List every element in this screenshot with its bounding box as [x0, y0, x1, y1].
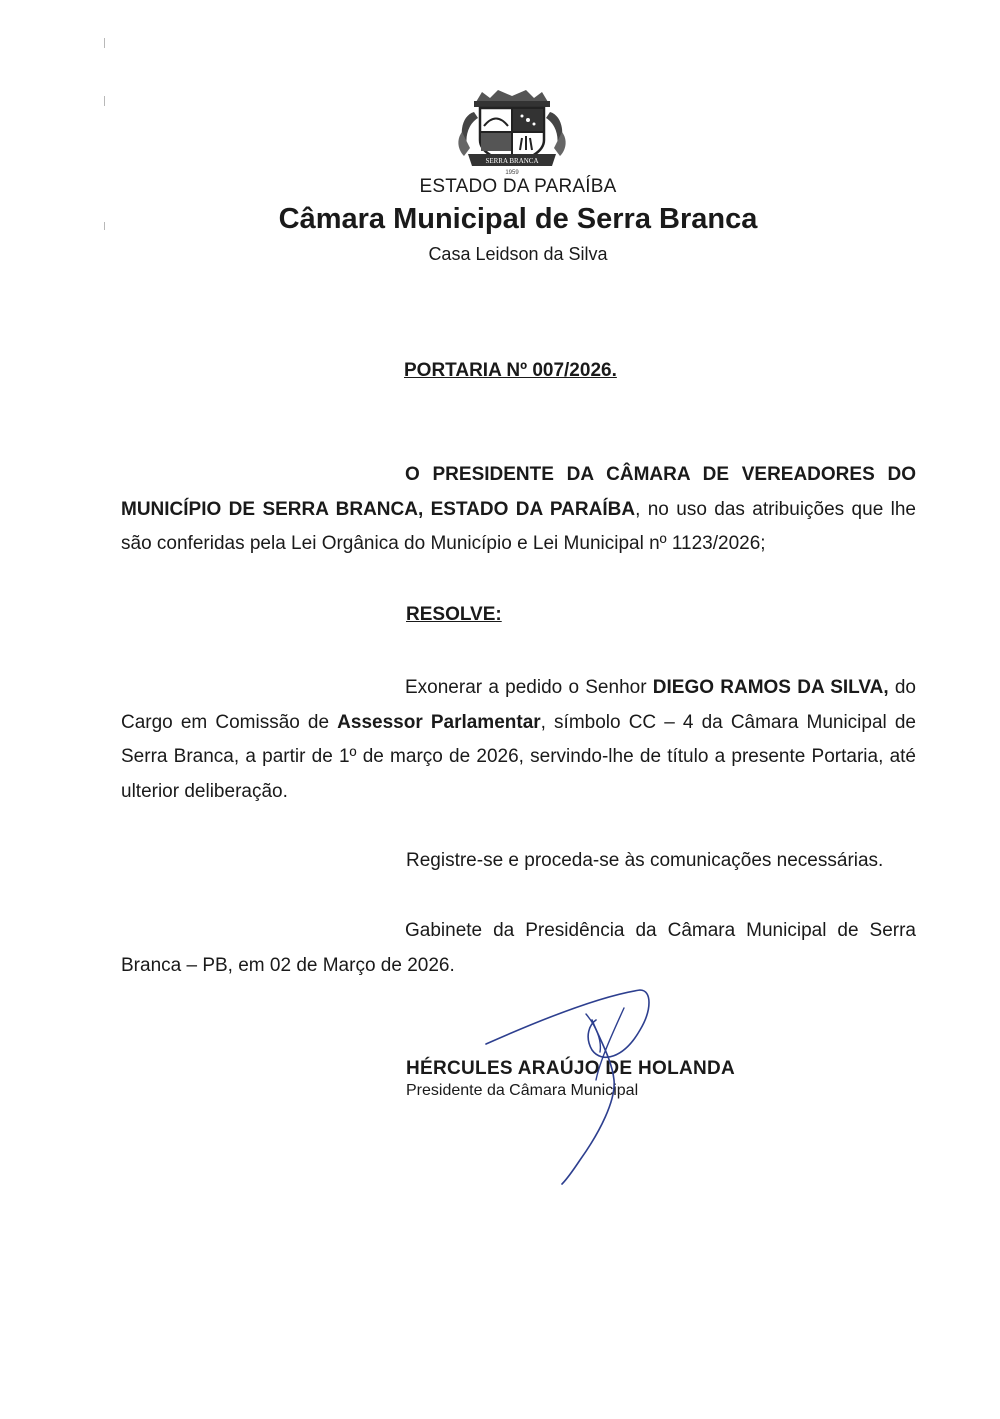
resolution-paragraph — [121, 671, 916, 809]
resolution-text-part1: Exonerar a pedido o Senhor — [405, 677, 653, 698]
intro-paragraph — [121, 458, 916, 562]
intro-bold-text: O PRESIDENTE DA CÂMARA DE VEREADORES DO MUNICÍPIO DE SERRA BRANCA, ESTADO DA PARAÍBA — [121, 464, 916, 520]
resolve-heading: RESOLVE: — [406, 604, 502, 625]
register-line: Registre-se e proceda-se às comunicações necessárias. — [406, 850, 884, 871]
scan-artifact — [104, 96, 105, 106]
document-title: PORTARIA Nº 007/2026. — [404, 360, 617, 381]
resolution-text-part3: , símbolo CC – 4 da Câmara Municipal de Serra Branca, a partir de 1º de março de 2026, servindo-lhe de título a presente Portaria, até ulterior deliberação. — [121, 711, 916, 802]
intro-rest-text: , no uso das atribuições que lhe são conferidas pela Lei Orgânica do Município e Lei Municipal nº 1123/2026; — [121, 498, 917, 554]
crest-ribbon-text: SERRA BRANCA — [485, 157, 539, 165]
person-name: DIEGO RAMOS DA SILVA, — [652, 677, 889, 698]
state-heading: ESTADO DA PARAÍBA — [419, 176, 617, 197]
chamber-name: Câmara Municipal de Serra Branca — [278, 203, 758, 235]
signer-role: Presidente da Câmara Municipal — [406, 1082, 639, 1099]
position-name: Assessor Parlamentar — [337, 711, 541, 733]
house-name: Casa Leidson da Silva — [428, 244, 608, 264]
scan-artifact — [104, 38, 105, 48]
resolution-text-part2: do Cargo em Comissão de — [121, 677, 917, 733]
office-paragraph — [121, 914, 916, 983]
office-text: Gabinete da Presidência da Câmara Municipal de Serra Branca – PB, em 02 de Março de 2026. — [121, 920, 916, 976]
signer-name: HÉRCULES ARAÚJO DE HOLANDA — [406, 1058, 736, 1079]
crest-year-text: 1959 — [505, 170, 519, 176]
municipal-crest-icon — [456, 88, 568, 176]
